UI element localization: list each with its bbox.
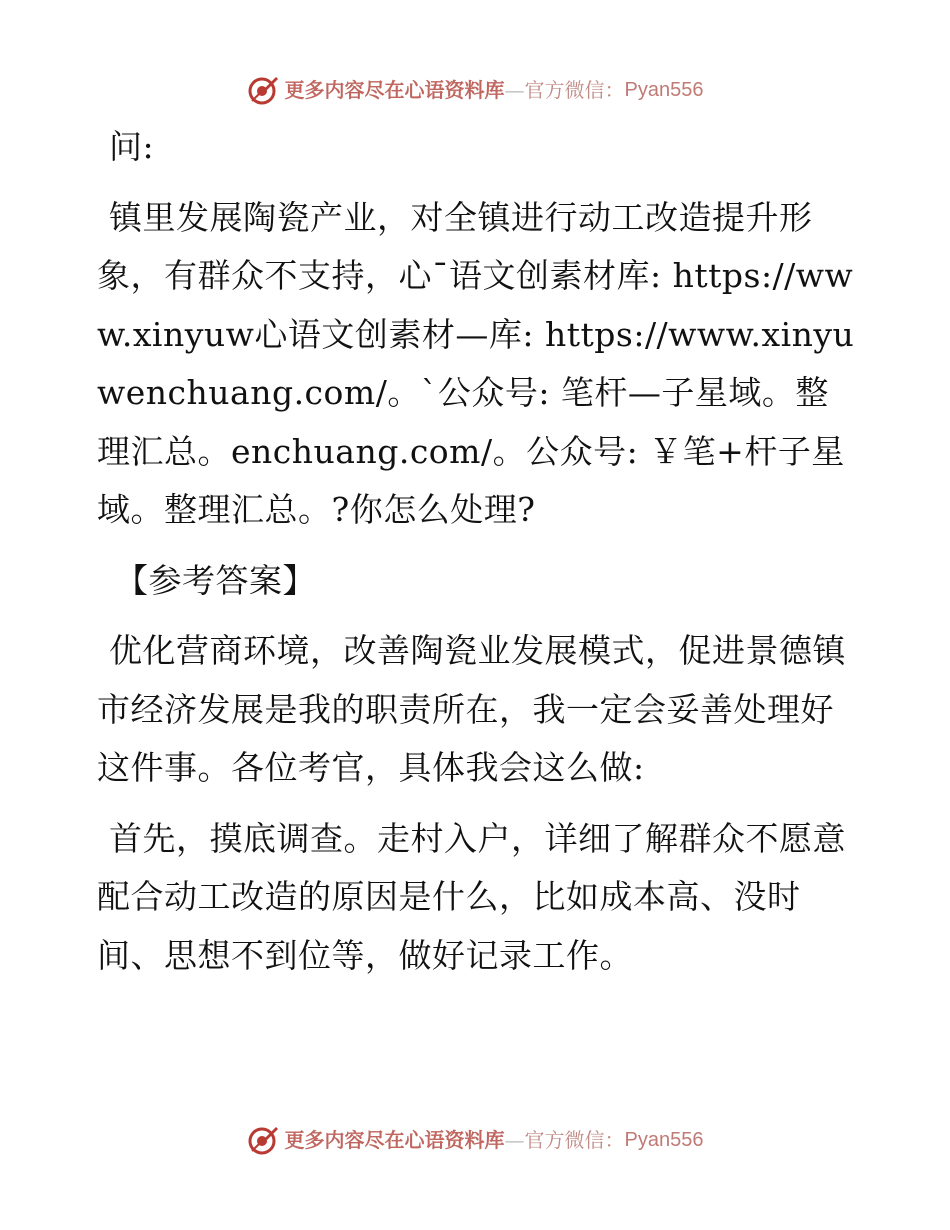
- question-label: 问:: [109, 127, 155, 166]
- answer-paragraph-1: 优化营商环境，改善陶瓷业发展模式，促进景德镇市经济发展是我的职责所在，我一定会妥善处理好这件事。各位考官，具体我会这么做:: [97, 631, 846, 787]
- header-wechat-id: Pyan556: [624, 79, 704, 101]
- quill-logo-icon: [247, 74, 279, 106]
- header-banner: [0, 70, 950, 110]
- footer-banner: [0, 1120, 950, 1160]
- footer-wechat-id: Pyan556: [624, 1129, 704, 1151]
- footer-site-name: 更多内容尽在心语资料库: [284, 1128, 505, 1152]
- document-body: [97, 118, 857, 997]
- quill-logo-icon: [247, 1124, 279, 1156]
- header-site-name: 更多内容尽在心语资料库: [284, 78, 505, 102]
- question-text: 镇里发展陶瓷产业，对全镇进行动工改造提升形象，有群众不支持，心¯语文创素材库: https://www.xinyuw心语文创素材—库: https://www.xinyuwenchuang.com/。`公众号: 笔杆—子星域。整理汇总。enchuang.com/。公众号: ￥笔+杆子星域。整理汇总。?你怎么处理?: [97, 197, 855, 529]
- answer-heading: 【参考答案】: [115, 560, 316, 600]
- header-wechat-label: 官方微信：: [524, 78, 625, 102]
- header-dash: —: [504, 78, 525, 102]
- answer-paragraph-2: 首先，摸底调查。走村入户，详细了解群众不愿意配合动工改造的原因是什么，比如成本高、没时间、思想不到位等，做好记录工作。: [97, 818, 846, 975]
- footer-wechat-label: 官方微信：: [524, 1128, 625, 1152]
- footer-dash: —: [504, 1128, 525, 1152]
